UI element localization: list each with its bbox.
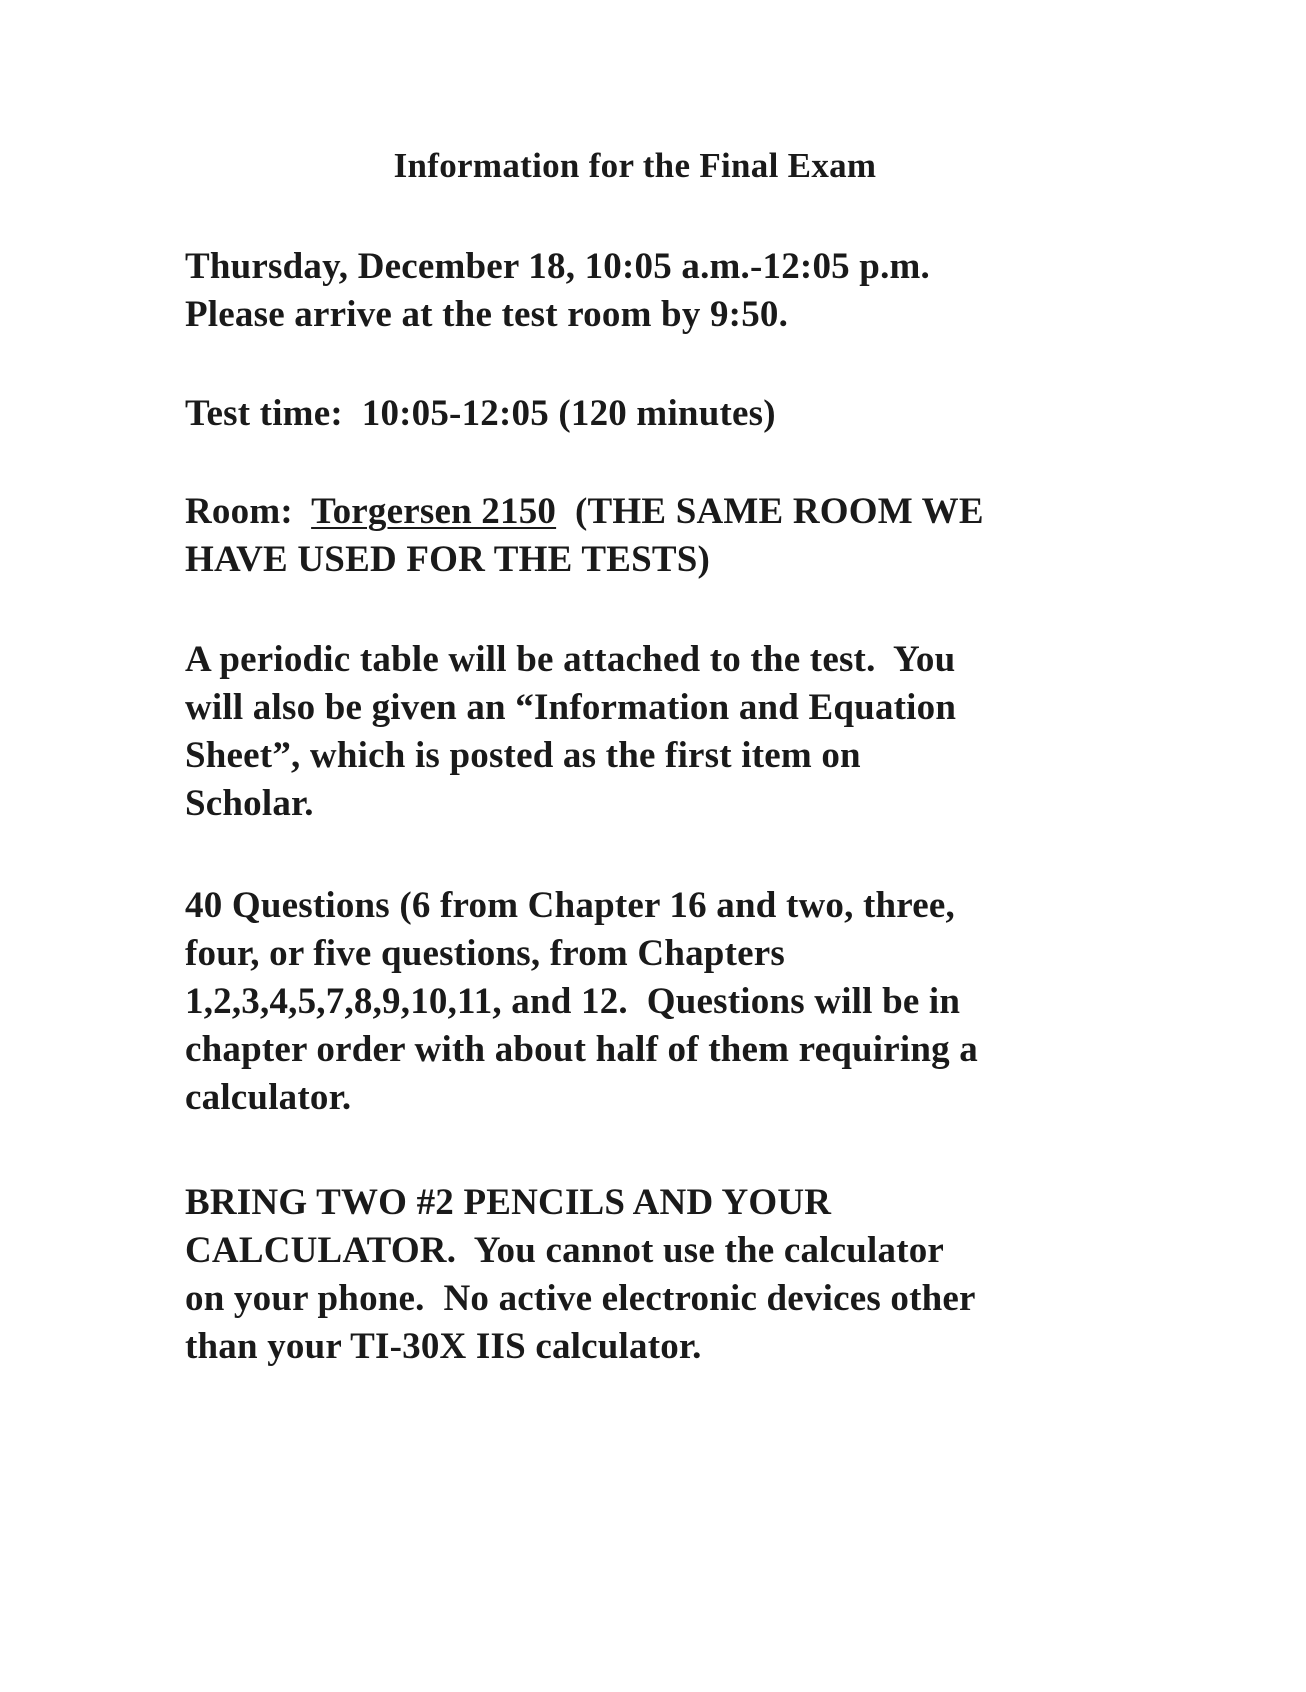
room-name: Torgersen 2150 bbox=[311, 491, 557, 532]
paragraph-line: A periodic table will be attached to the test. You bbox=[185, 639, 956, 680]
paragraph-line: four, or five questions, from Chapters bbox=[185, 933, 785, 974]
exam-date-time: Thursday, December 18, 10:05 a.m.-12:05 p.m. bbox=[185, 246, 930, 287]
paragraph-line: on your phone. No active electronic devices other bbox=[185, 1278, 976, 1319]
paragraph-line: 40 Questions (6 from Chapter 16 and two, three, bbox=[185, 885, 955, 926]
test-time-text: Test time: 10:05-12:05 (120 minutes) bbox=[185, 393, 776, 434]
room-note-1: (THE SAME ROOM WE bbox=[556, 491, 984, 532]
test-time bbox=[185, 390, 1105, 438]
room-info bbox=[185, 488, 1105, 584]
paragraph-line: will also be given an “Information and Equation bbox=[185, 687, 957, 728]
periodic-table-paragraph bbox=[185, 636, 1105, 828]
paragraph-line: than your TI-30X IIS calculator. bbox=[185, 1326, 702, 1367]
paragraph-line: Scholar. bbox=[185, 783, 314, 824]
room-label: Room: bbox=[185, 491, 312, 532]
arrival-instruction: Please arrive at the test room by 9:50. bbox=[185, 294, 789, 335]
exam-schedule bbox=[185, 243, 1105, 339]
room-note-2: HAVE USED FOR THE TESTS) bbox=[185, 539, 711, 580]
room-line-1 bbox=[185, 488, 1105, 536]
paragraph-line: Sheet”, which is posted as the first item on bbox=[185, 735, 861, 776]
paragraph-line: 1,2,3,4,5,7,8,9,10,11, and 12. Questions will be in bbox=[185, 981, 961, 1022]
paragraph-line: CALCULATOR. You cannot use the calculator bbox=[185, 1230, 945, 1271]
paragraph-line: chapter order with about half of them requiring a bbox=[185, 1029, 978, 1070]
paragraph-line: BRING TWO #2 PENCILS AND YOUR bbox=[185, 1182, 832, 1223]
paragraph-line: calculator. bbox=[185, 1077, 352, 1118]
questions-paragraph bbox=[185, 882, 1105, 1122]
document-title: Information for the Final Exam bbox=[393, 146, 877, 185]
bring-instructions bbox=[185, 1179, 1105, 1371]
